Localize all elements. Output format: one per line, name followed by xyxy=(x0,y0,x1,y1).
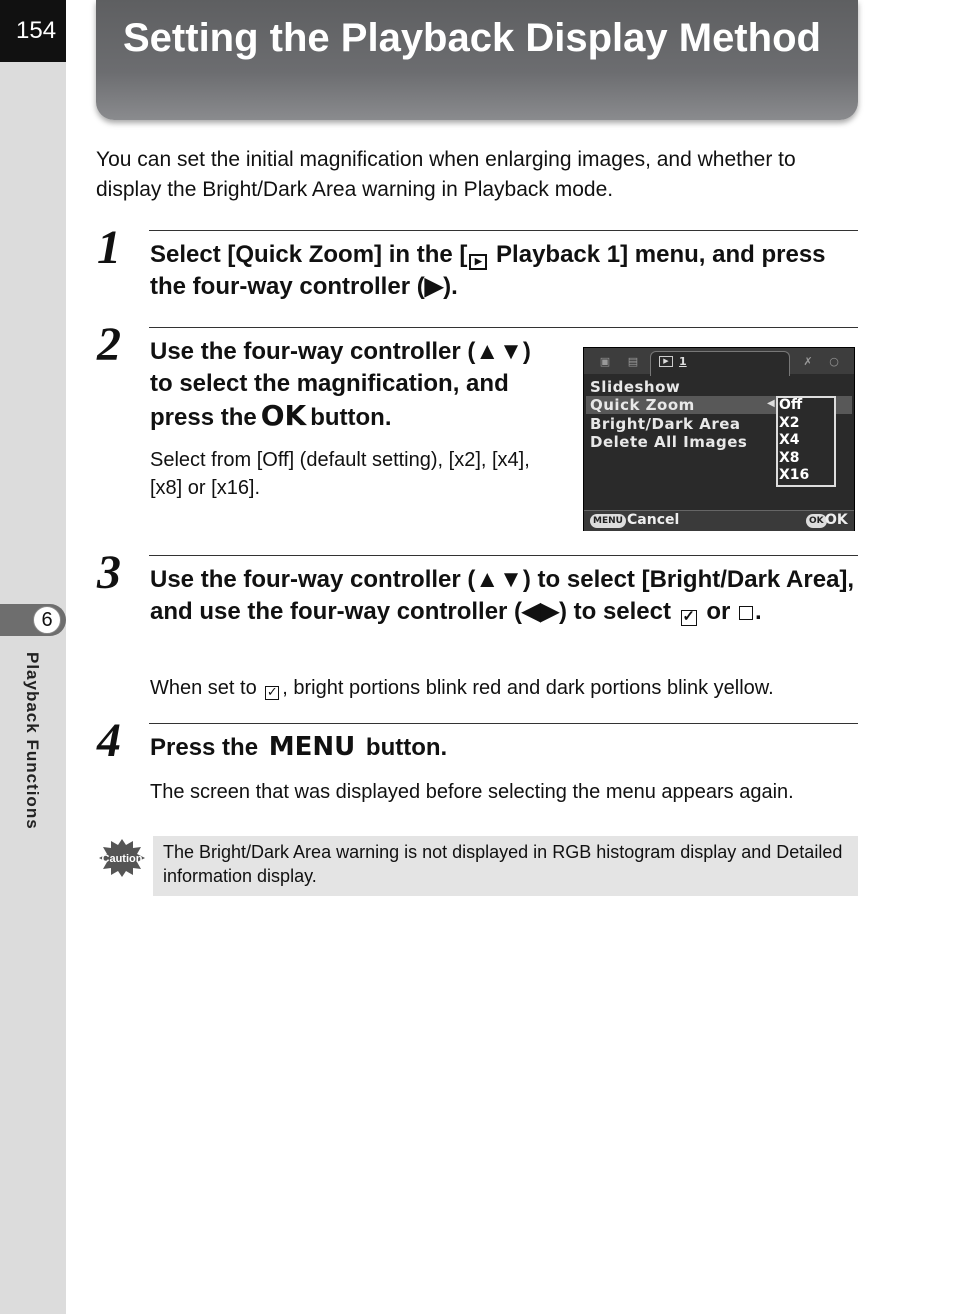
camera-menu-screen xyxy=(583,347,855,531)
step-3-body xyxy=(150,674,858,702)
playback-tab-icon: ▶ xyxy=(659,356,673,367)
page-title: Setting the Playback Display Method xyxy=(123,16,821,60)
step-3-body-b: , bright portions blink red and dark portions blink yellow. xyxy=(282,677,774,699)
ok-button-glyph: OK xyxy=(260,399,307,432)
step-number: 3 xyxy=(97,546,121,599)
caution-icon xyxy=(98,838,146,878)
wrench-tab-icon: ✗ xyxy=(803,355,813,368)
step-number: 2 xyxy=(97,318,121,371)
ok-label[interactable]: OK xyxy=(825,512,848,528)
chapter-number: 6 xyxy=(33,606,61,634)
playback-icon: ▶ xyxy=(469,254,487,270)
option-item[interactable]: Off xyxy=(779,397,803,413)
step-3-body-a: When set to xyxy=(150,677,257,699)
step-2-heading-a: Use the four-way controller (▲▼) to select the magnification, and press the xyxy=(150,338,531,431)
tab-page-number: 1 xyxy=(679,355,687,368)
option-item[interactable]: X8 xyxy=(779,450,800,466)
step-number: 1 xyxy=(97,221,121,274)
menu-item-selected[interactable]: Quick Zoom xyxy=(590,396,695,414)
step-3-heading-b: or xyxy=(706,598,731,625)
check-box-icon: ✓ xyxy=(682,608,695,625)
ok-pill: OK xyxy=(806,514,827,528)
screen-footer xyxy=(584,510,854,531)
menu-item[interactable]: Slideshow xyxy=(590,378,681,396)
step-1-heading xyxy=(150,239,840,303)
step-number: 4 xyxy=(97,714,121,767)
option-item[interactable]: X4 xyxy=(779,432,800,448)
step-4-heading xyxy=(150,731,850,764)
left-arrow-icon: ◀ xyxy=(767,398,775,409)
step-2-heading-b: button. xyxy=(310,404,392,431)
option-item[interactable]: X16 xyxy=(779,467,810,483)
menu-pill: MENU xyxy=(590,514,626,528)
cancel-label[interactable]: Cancel xyxy=(627,512,680,528)
custom-tab-icon: ○ xyxy=(829,355,839,368)
step-divider xyxy=(149,723,858,724)
menu-button-glyph: MENU xyxy=(268,732,356,762)
step-4-body: The screen that was displayed before selecting the menu appears again. xyxy=(150,781,794,803)
chapter-label: Playback Functions xyxy=(23,652,42,830)
step-3-heading-a: Use the four-way controller (▲▼) to select [Bright/Dark Area], and use the four-way controller (◀▶) to select xyxy=(150,566,855,625)
caution-icon-label: Caution xyxy=(101,853,143,865)
intro-paragraph: You can set the initial magnification when enlarging images, and whether to display the Bright/Dark Area warning in Playback mode. xyxy=(96,148,796,201)
step-1-heading-b: Playback 1] menu, and press the four-way controller (▶). xyxy=(150,241,826,300)
menu-item[interactable]: Bright/Dark Area xyxy=(590,415,741,433)
option-item[interactable]: X2 xyxy=(779,415,800,431)
step-divider xyxy=(149,327,858,328)
camera-tab-icon: ▣ xyxy=(599,355,611,368)
step-divider xyxy=(149,555,858,556)
empty-box-icon xyxy=(739,606,753,620)
menu-item[interactable]: Delete All Images xyxy=(590,433,748,451)
step-2-body: Select from [Off] (default setting), [x2], [x4], [x8] or [x16]. xyxy=(150,449,530,499)
step-divider xyxy=(149,230,858,231)
movie-tab-icon: ▤ xyxy=(627,355,639,368)
step-4-heading-b: button. xyxy=(365,734,448,761)
step-3-heading: Use the four-way controller (▲▼) to select [Bright/Dark Area], and use the four-way controller (◀▶) to select ✓ or . xyxy=(150,566,855,625)
playback-tab-active xyxy=(650,351,790,376)
step-2-heading xyxy=(150,336,560,434)
caution-note: The Bright/Dark Area warning is not displayed in RGB histogram display and Detailed information display. xyxy=(153,836,858,896)
page-number: 154 xyxy=(0,0,66,62)
step-1-heading-a: Select [Quick Zoom] in the [ xyxy=(150,241,468,268)
check-box-icon: ✓ xyxy=(266,684,278,699)
step-4-heading-a: Press the xyxy=(150,734,259,761)
